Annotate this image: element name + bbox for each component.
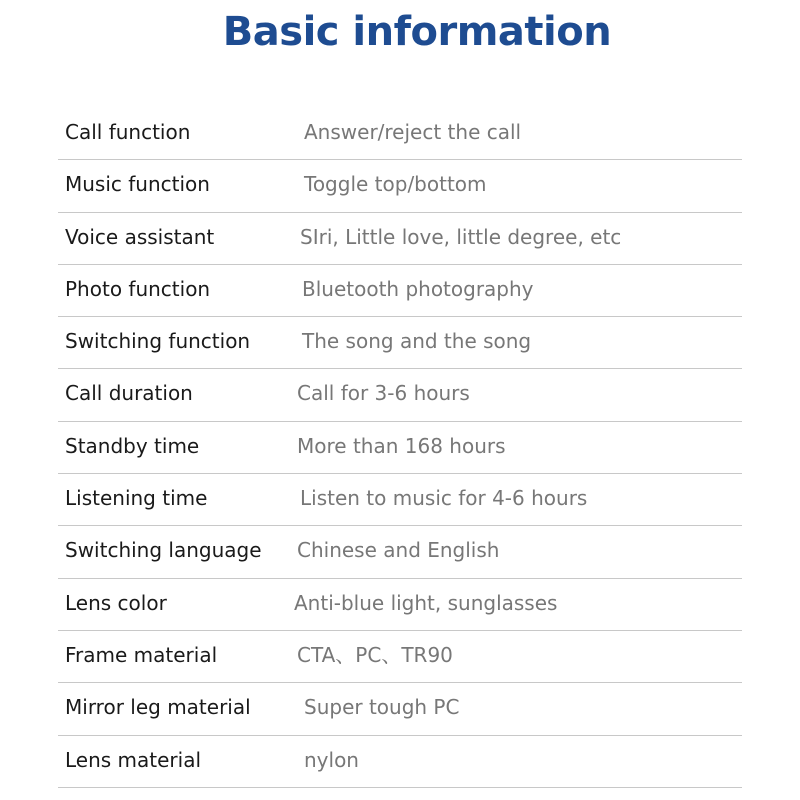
table-row: [58, 160, 742, 212]
row-label: Photo function: [65, 276, 211, 301]
row-value: Anti-blue light, sunglasses: [294, 590, 558, 615]
row-label: Call function: [65, 120, 191, 144]
row-label: Frame material: [65, 642, 218, 667]
row-value: Listen to music for 4-6 hours: [300, 486, 588, 511]
row-label: Switching function: [65, 329, 251, 354]
table-row: [58, 579, 742, 631]
row-value: Toggle top/bottom: [304, 172, 487, 197]
table-row: [58, 213, 742, 265]
row-label: Voice assistant: [65, 224, 215, 249]
table-row: [58, 369, 742, 421]
spec-table: [58, 108, 742, 788]
table-row: [58, 526, 742, 578]
table-row: [58, 736, 742, 788]
row-label: Call duration: [65, 381, 193, 406]
row-value: Chinese and English: [297, 538, 500, 563]
row-label: Listening time: [65, 486, 208, 511]
row-label: Mirror leg material: [65, 695, 251, 720]
row-label: Lens material: [65, 747, 202, 772]
table-row: [58, 108, 742, 160]
row-value: Super tough PC: [304, 695, 460, 720]
row-value: The song and the song: [302, 329, 532, 354]
table-row: [58, 631, 742, 683]
row-value: Answer/reject the call: [304, 120, 522, 144]
row-value: SIri, Little love, little degree, etc: [300, 224, 622, 249]
row-label: Switching language: [65, 538, 262, 563]
row-value: CTA、PC、TR90: [297, 642, 453, 667]
row-label: Lens color: [65, 590, 167, 615]
table-row: [58, 683, 742, 735]
page-title: Basic information: [222, 9, 612, 55]
table-row: [58, 317, 742, 369]
row-value: Bluetooth photography: [302, 276, 534, 301]
row-label: Standby time: [65, 433, 200, 458]
row-value: Call for 3-6 hours: [297, 381, 470, 406]
table-row: [58, 474, 742, 526]
row-label: Music function: [65, 172, 210, 197]
row-value: nylon: [304, 747, 359, 772]
table-row: [58, 265, 742, 317]
row-value: More than 168 hours: [297, 433, 506, 458]
table-row: [58, 422, 742, 474]
